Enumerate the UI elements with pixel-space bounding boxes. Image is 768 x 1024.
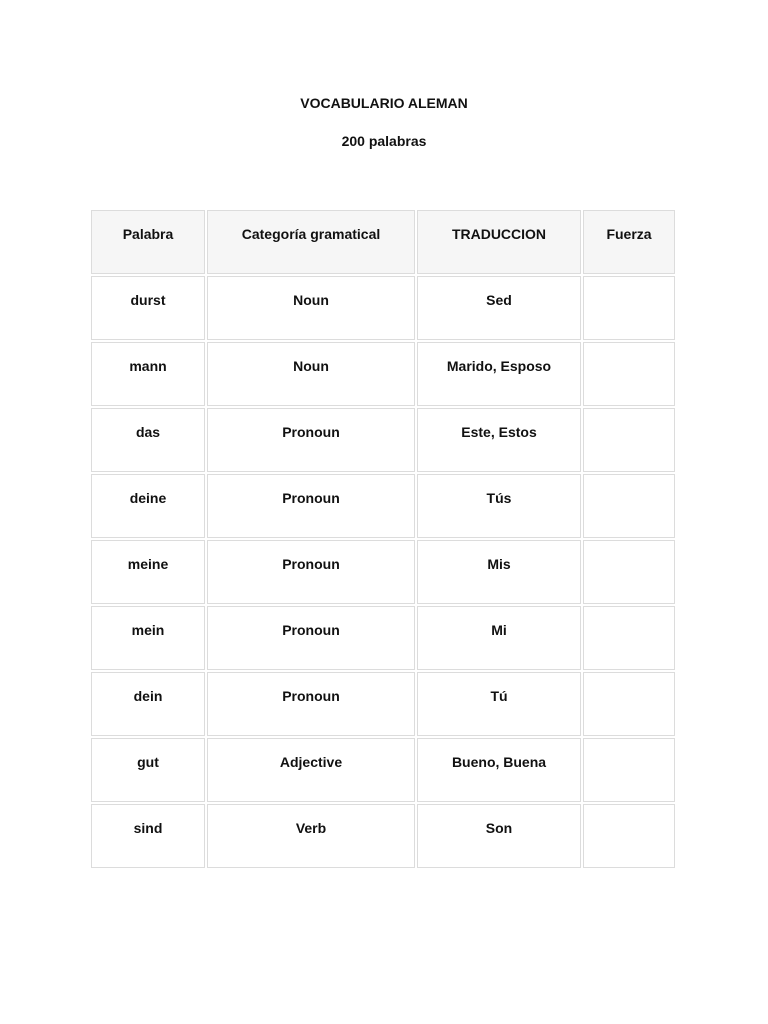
cell-fuerza xyxy=(583,606,675,670)
cell-categoria: Pronoun xyxy=(207,474,415,538)
table-row xyxy=(91,606,675,670)
cell-traduccion: Sed xyxy=(417,276,581,340)
cell-palabra: mann xyxy=(91,342,205,406)
cell-palabra: sind xyxy=(91,804,205,868)
cell-palabra: dein xyxy=(91,672,205,736)
cell-fuerza xyxy=(583,540,675,604)
cell-fuerza xyxy=(583,342,675,406)
cell-traduccion: Son xyxy=(417,804,581,868)
table-row xyxy=(91,474,675,538)
cell-traduccion: Tús xyxy=(417,474,581,538)
cell-fuerza xyxy=(583,474,675,538)
header-palabra: Palabra xyxy=(91,210,205,274)
cell-categoria: Noun xyxy=(207,342,415,406)
cell-fuerza xyxy=(583,738,675,802)
cell-fuerza xyxy=(583,276,675,340)
cell-palabra: das xyxy=(91,408,205,472)
header-fuerza: Fuerza xyxy=(583,210,675,274)
cell-categoria: Pronoun xyxy=(207,408,415,472)
cell-traduccion: Mi xyxy=(417,606,581,670)
header-categoria-gramatical: Categoría gramatical xyxy=(207,210,415,274)
cell-traduccion: Tú xyxy=(417,672,581,736)
cell-palabra: meine xyxy=(91,540,205,604)
header-traduccion: TRADUCCION xyxy=(417,210,581,274)
table-row xyxy=(91,672,675,736)
cell-palabra: mein xyxy=(91,606,205,670)
cell-categoria: Pronoun xyxy=(207,672,415,736)
table-row xyxy=(91,276,675,340)
cell-fuerza xyxy=(583,408,675,472)
cell-categoria: Verb xyxy=(207,804,415,868)
document-title: VOCABULARIO ALEMAN xyxy=(300,95,468,111)
table-header-row xyxy=(91,210,675,274)
cell-palabra: durst xyxy=(91,276,205,340)
cell-categoria: Pronoun xyxy=(207,540,415,604)
cell-traduccion: Mis xyxy=(417,540,581,604)
cell-traduccion: Este, Estos xyxy=(417,408,581,472)
cell-fuerza xyxy=(583,804,675,868)
table-row xyxy=(91,342,675,406)
cell-traduccion: Bueno, Buena xyxy=(417,738,581,802)
cell-palabra: deine xyxy=(91,474,205,538)
document-subtitle: 200 palabras xyxy=(341,133,427,149)
vocabulary-table xyxy=(89,208,677,870)
cell-palabra: gut xyxy=(91,738,205,802)
table-row xyxy=(91,738,675,802)
cell-traduccion: Marido, Esposo xyxy=(417,342,581,406)
cell-categoria: Adjective xyxy=(207,738,415,802)
table-row xyxy=(91,408,675,472)
table-row xyxy=(91,540,675,604)
cell-categoria: Noun xyxy=(207,276,415,340)
cell-categoria: Pronoun xyxy=(207,606,415,670)
table-row xyxy=(91,804,675,868)
cell-fuerza xyxy=(583,672,675,736)
